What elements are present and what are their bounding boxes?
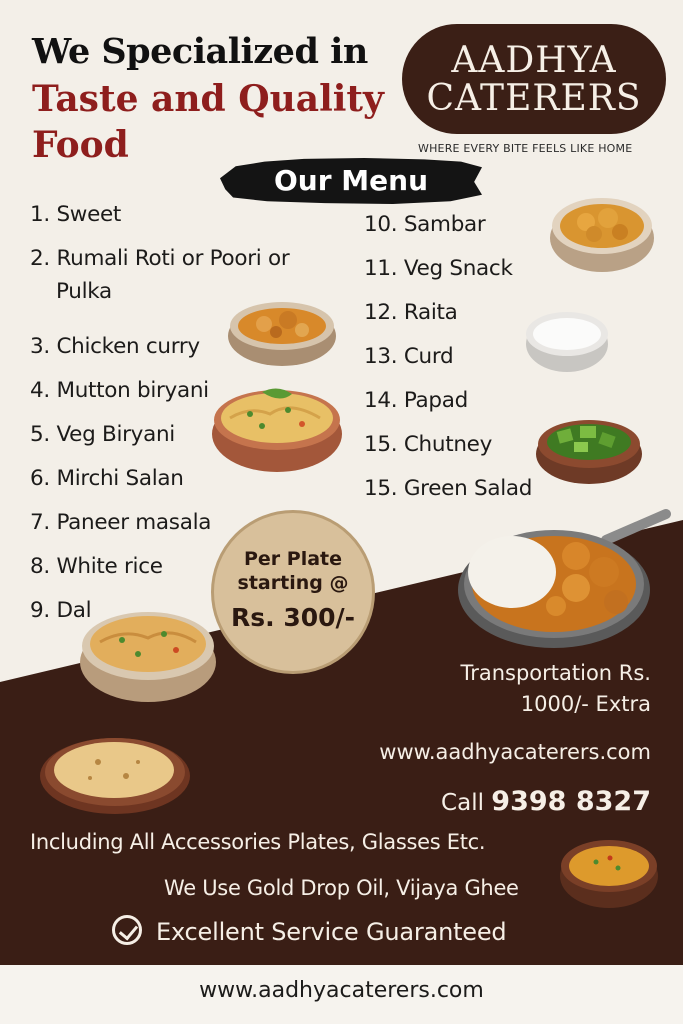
menu-item-text-continued: Pulka (56, 279, 112, 304)
price-line-2: starting @ (237, 572, 349, 594)
menu-item: 6. Mirchi Salan (30, 466, 184, 491)
menu-item: 14. Papad (364, 388, 468, 413)
menu-item: 8. White rice (30, 554, 163, 579)
menu-item: 11. Veg Snack (364, 256, 513, 281)
footer-website-link[interactable]: www.aadhyacaterers.com (199, 978, 484, 1003)
guarantee-text: Excellent Service Guaranteed (156, 918, 507, 946)
roti-plate-icon (38, 732, 192, 816)
sambar-bowl-icon (548, 192, 656, 276)
raita-bowl-icon (524, 306, 610, 374)
menu-item: 13. Curd (364, 344, 454, 369)
biryani-bowl-icon (78, 600, 218, 704)
menu-item: 9. Dal (30, 598, 92, 623)
menu-item-text: 2. Rumali Roti or Poori or (30, 246, 290, 271)
call-label: Call (441, 790, 484, 816)
menu-item: 1. Sweet (30, 202, 122, 227)
menu-item: 3. Chicken curry (30, 334, 200, 359)
dal-bowl-icon (558, 834, 660, 910)
price-badge (211, 510, 375, 674)
menu-item: 15. Chutney (364, 432, 492, 457)
phone-number[interactable]: 9398 8327 (491, 786, 651, 817)
headline-line-2: Taste and Quality (32, 78, 384, 120)
brand-logo (402, 24, 666, 134)
veg-biryani-bowl-icon (210, 380, 344, 474)
headline (32, 28, 384, 168)
menu-title: Our Menu (273, 164, 428, 197)
check-circle-icon (112, 915, 142, 945)
menu-item: 7. Paneer masala (30, 510, 212, 535)
price-line-1: Per Plate (243, 548, 343, 570)
brand-name-line-2: CATERERS (426, 78, 642, 119)
menu-item: 10. Sambar (364, 212, 486, 237)
transport-note: Transportation Rs. 1000/- Extra (460, 661, 651, 716)
oil-note: We Use Gold Drop Oil, Vijaya Ghee (164, 876, 519, 900)
menu-item: 4. Mutton biryani (30, 378, 209, 403)
headline-line-1: We Specialized in (32, 31, 368, 72)
accessories-note: Including All Accessories Plates, Glasses Etc. (30, 830, 486, 854)
chutney-bowl-icon (534, 412, 644, 486)
chicken-curry-bowl-icon (226, 296, 338, 368)
menu-item: 5. Veg Biryani (30, 422, 175, 447)
menu-item: 12. Raita (364, 300, 458, 325)
headline-line-3: Food (32, 124, 129, 166)
brand-tagline: WHERE EVERY BITE FEELS LIKE HOME (418, 142, 633, 155)
menu-item: 15. Green Salad (364, 476, 533, 501)
website-link[interactable]: www.aadhyacaterers.com (379, 740, 651, 764)
brand-name-line-1: AADHYA (451, 40, 617, 81)
rice-curry-pan-icon (456, 506, 672, 650)
price-amount: Rs. 300/- (230, 603, 356, 632)
call-line (441, 786, 651, 817)
guarantee-line (112, 918, 506, 948)
